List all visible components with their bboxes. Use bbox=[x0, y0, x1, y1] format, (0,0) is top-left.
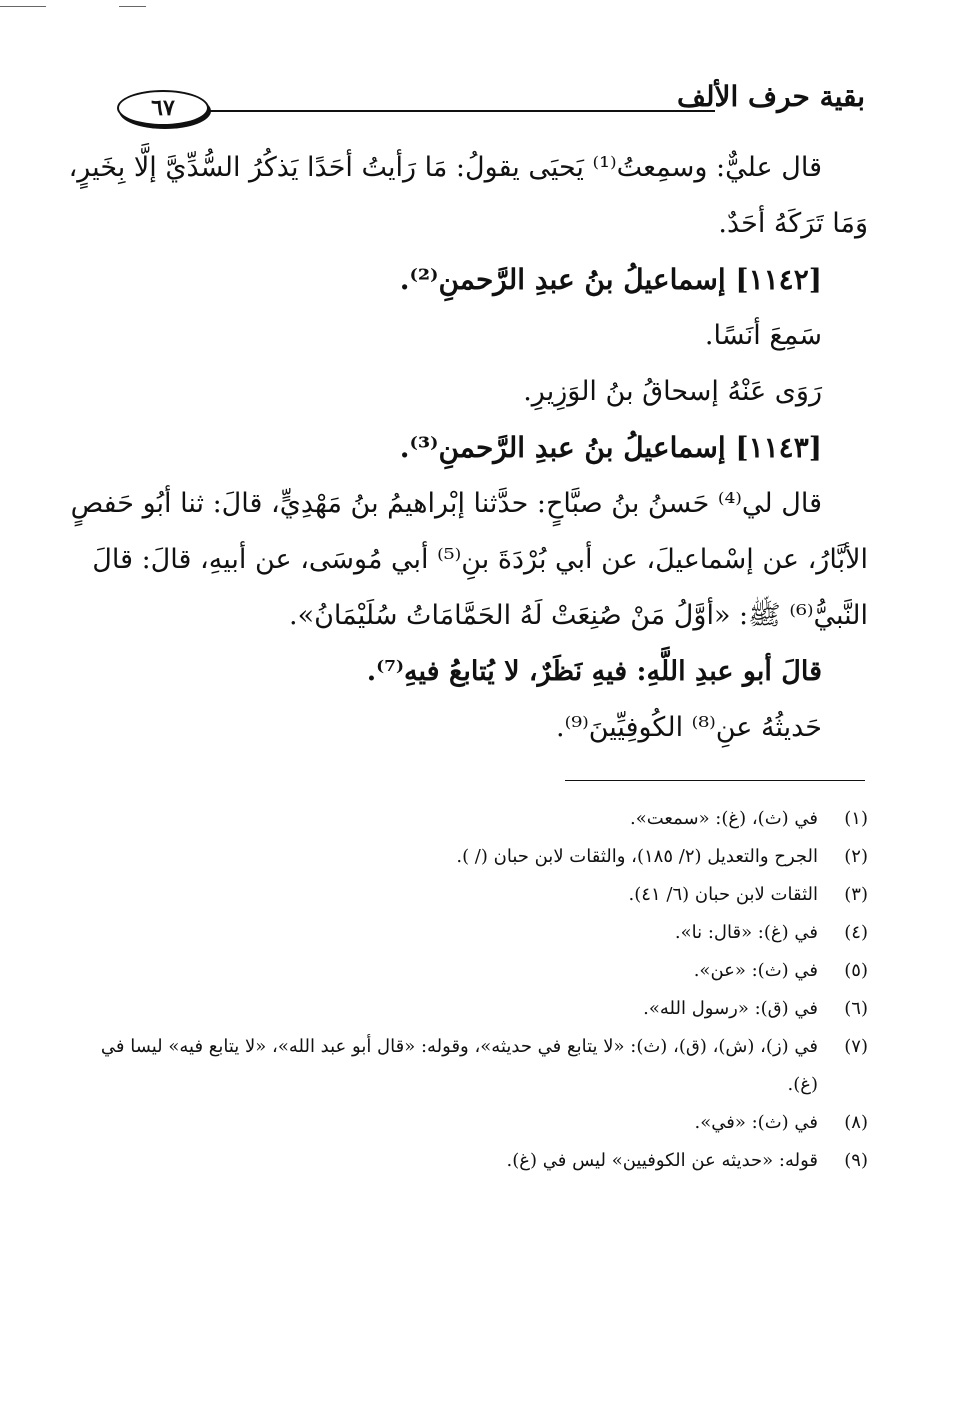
footnote bbox=[80, 800, 868, 838]
running-title: بقية حرف الألف bbox=[677, 80, 865, 113]
text-line: رَوَى عَنْهُ إسحاقُ بنُ الوَزِيرِ. bbox=[523, 376, 822, 407]
footnote-text: قوله: «حديثه عن الكوفيين» ليس في (غ). bbox=[506, 1150, 818, 1171]
footnote-number: (٨) bbox=[844, 1112, 868, 1133]
text-line: قال لي⁽⁴⁾ حَسنُ بنُ صبَّاحٍ: حدَّثنا إبْراهيمُ بنُ مَهْدِيٍّ، قالَ: ثنا أبُو حَفصٍ bbox=[70, 488, 822, 519]
footnote-text: في (غ): «قال: نا». bbox=[674, 922, 818, 943]
scan-mark bbox=[119, 6, 146, 7]
footnote-number: (٧) bbox=[844, 1036, 868, 1057]
footnote bbox=[80, 1028, 868, 1104]
footnote bbox=[80, 952, 868, 990]
footnote-number: (٤) bbox=[844, 922, 868, 943]
footnote-number: (٩) bbox=[844, 1150, 868, 1171]
footnote-number: (٢) bbox=[844, 846, 868, 867]
footnote-text: في (ث)، (غ): «سمعت». bbox=[629, 808, 818, 829]
main-text bbox=[68, 140, 868, 756]
page-header bbox=[105, 80, 865, 130]
footnote bbox=[80, 1142, 868, 1180]
footnote-text: الجرح والتعديل (٢/ ١٨٥)، والثقات لابن حبان (/ ). bbox=[456, 846, 818, 867]
scan-edge-marks bbox=[0, 4, 967, 10]
footnote-number: (٦) bbox=[844, 998, 868, 1019]
text-line: الأبَّارُ، عن إسْماعيلَ، عن أبي بُرْدَةَ بنِ⁽⁵⁾ أبي مُوسَى، عن أبيهِ، قالَ: قالَ bbox=[92, 544, 868, 575]
footnotes bbox=[80, 800, 868, 1180]
footnote-text: في (ق): «رسول الله». bbox=[643, 998, 818, 1019]
text-line: سَمِعَ أنَسًا. bbox=[704, 320, 822, 351]
footnote-number: (١) bbox=[844, 808, 868, 829]
footnote-separator bbox=[565, 780, 865, 781]
footnote bbox=[80, 990, 868, 1028]
footnote-number: (٥) bbox=[844, 960, 868, 981]
text-line: وَمَا تَرَكَهُ أحَدٌ. bbox=[718, 208, 868, 239]
footnote-number: (٣) bbox=[844, 884, 868, 905]
footnote-text: في (ث): «في». bbox=[694, 1112, 818, 1133]
entry-heading: [١١٤٢] إسماعيلُ بنُ عبدِ الرَّحمنِ⁽²⁾. bbox=[399, 263, 822, 296]
footnote bbox=[80, 838, 868, 876]
footnote bbox=[80, 914, 868, 952]
text-line: حَديثُهُ عنِ⁽⁸⁾ الكُوفِيِّينَ⁽⁹⁾. bbox=[556, 712, 822, 743]
scan-mark bbox=[0, 6, 46, 7]
footnote-text: في (ز)، (ش)، (ق)، (ث): «لا يتابع في حديثه»، وقوله: «قال أبو عبد الله»، «لا يتابع فيه» ليسا في (غ). bbox=[100, 1036, 818, 1095]
footnote bbox=[80, 876, 868, 914]
entry-heading: [١١٤٣] إسماعيلُ بنُ عبدِ الرَّحمنِ⁽³⁾. bbox=[399, 431, 822, 464]
text-line: قال عليٌّ: وسمِعتُ⁽¹⁾ يَحيَى يقولُ: مَا رَأيتُ أحَدًا يَذكُرُ السُّدِّيَّ إلَّا بِخَيرٍ، bbox=[68, 152, 822, 183]
page-number: ٦٧ bbox=[117, 90, 209, 126]
text-line: النَّبيُّ⁽⁶⁾ ﷺ: «أوَّلُ مَنْ صُنِعَتْ لَهُ الحَمَّامَاتُ سُلَيْمَانُ». bbox=[288, 600, 868, 631]
header-rule bbox=[207, 110, 715, 112]
footnote-text: في (ث): «عن». bbox=[693, 960, 818, 981]
text-line: قالَ أبو عبدِ اللَّهِ: فيهِ نَظَرٌ، لا يُتابعُ فيهِ⁽⁷⁾. bbox=[366, 656, 822, 687]
footnote-text: الثقات لابن حبان (٦/ ٤١). bbox=[628, 884, 818, 905]
footnote bbox=[80, 1104, 868, 1142]
